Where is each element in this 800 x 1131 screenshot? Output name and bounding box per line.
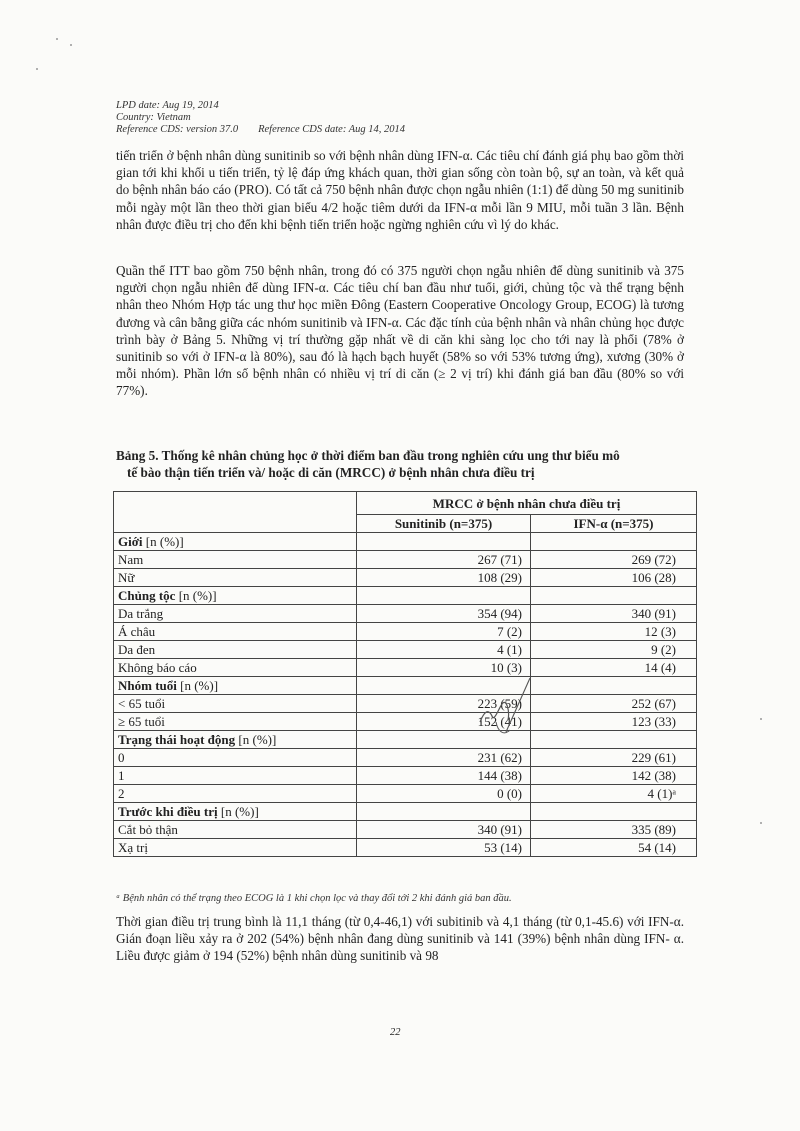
- section-title: Chủng tộc: [118, 588, 176, 603]
- ifn-value: 335 (89): [531, 821, 697, 839]
- row-label: ≥ 65 tuổi: [114, 713, 357, 731]
- ifn-value: 54 (14): [531, 839, 697, 857]
- empty-cell: [357, 803, 531, 821]
- scan-speck: [36, 68, 38, 70]
- row-label: Á châu: [114, 623, 357, 641]
- row-label: Xạ trị: [114, 839, 357, 857]
- section-title: Nhóm tuổi: [118, 678, 177, 693]
- row-label: 2: [114, 785, 357, 803]
- table-row: [114, 551, 697, 569]
- row-label: < 65 tuổi: [114, 695, 357, 713]
- ifn-value: 252 (67): [531, 695, 697, 713]
- table-row: [114, 713, 697, 731]
- paragraph-2: Quần thể ITT bao gồm 750 bệnh nhân, trong đó có 375 người chọn ngẫu nhiên để dùng sunitinib và 375 người chọn ngẫu nhiên để dùng IFN-α. Các tiêu chí ban đầu như tuổi, giới, chủng tộc và thể trạng bệnh nhân theo Nhóm Hợp tác ung thư học miền Đông (Eastern Cooperative Oncology Group, ECOG) là tương đương và cân bằng giữa các nhóm sunitinib và IFN-α. Các đặc tính của bệnh nhân và nhân chủng học được trình bày ở Bảng 5. Những vị trí thường gặp nhất về di căn khi sàng lọc cho tới nay là phổi (78% ở sunitinib so với ở IFN-α là 80%), sau đó là hạch bạch huyết (58% so với 53% tương ứng), xương (30% ở mỗi nhóm). Phần lớn số bệnh nhân có nhiều vị trí di căn (≥ 2 vị trí) khi đánh giá ban đầu (80% so với 77%).: [116, 263, 684, 399]
- row-label: Da trắng: [114, 605, 357, 623]
- table-corner-cell: [114, 492, 357, 533]
- ifn-value: 12 (3): [531, 623, 697, 641]
- row-label: Da đen: [114, 641, 357, 659]
- table-row: [114, 641, 697, 659]
- table-row: [114, 749, 697, 767]
- table-row: [114, 569, 697, 587]
- table-section-row: [114, 731, 697, 749]
- sunitinib-value: 144 (38): [357, 767, 531, 785]
- sunitinib-value: 152 (41): [357, 713, 531, 731]
- ifn-value: 340 (91): [531, 605, 697, 623]
- column-header-sunitinib: Sunitinib (n=375): [357, 515, 531, 533]
- empty-cell: [531, 533, 697, 551]
- table-row: [114, 695, 697, 713]
- row-label: Cắt bỏ thận: [114, 821, 357, 839]
- row-label: Không báo cáo: [114, 659, 357, 677]
- row-label: Nam: [114, 551, 357, 569]
- empty-cell: [531, 803, 697, 821]
- row-label: Nữ: [114, 569, 357, 587]
- sunitinib-value: 4 (1): [357, 641, 531, 659]
- table-caption: [116, 447, 694, 481]
- sunitinib-value: 10 (3): [357, 659, 531, 677]
- scan-speck: [760, 822, 762, 824]
- table-caption-line-2: tế bào thận tiến triển và/ hoặc di căn (MRCC) ở bệnh nhân chưa điều trị: [127, 465, 535, 480]
- reference-cds-date: Reference CDS date: Aug 14, 2014: [258, 124, 406, 135]
- sunitinib-value: 267 (71): [357, 551, 531, 569]
- column-header-ifn: IFN-α (n=375): [531, 515, 697, 533]
- table-row: [114, 785, 697, 803]
- row-label: 1: [114, 767, 357, 785]
- empty-cell: [531, 587, 697, 605]
- sunitinib-value: 231 (62): [357, 749, 531, 767]
- ifn-value: 229 (61): [531, 749, 697, 767]
- sunitinib-value: 0 (0): [357, 785, 531, 803]
- sunitinib-value: 340 (91): [357, 821, 531, 839]
- sunitinib-value: 223 (59): [357, 695, 531, 713]
- section-title: Trạng thái hoạt động: [118, 732, 236, 747]
- table-row: [114, 605, 697, 623]
- country: Country: Vietnam: [116, 112, 191, 123]
- ifn-value: 106 (28): [531, 569, 697, 587]
- scan-speck: [70, 44, 72, 46]
- table-section-row: [114, 587, 697, 605]
- table-header-row: [114, 492, 697, 515]
- section-unit: [n (%)]: [178, 588, 217, 603]
- section-unit: [n (%)]: [145, 534, 184, 549]
- sunitinib-value: 53 (14): [357, 839, 531, 857]
- document-header: [116, 100, 405, 136]
- lpd-date: LPD date: Aug 19, 2014: [116, 100, 219, 111]
- ifn-value: 142 (38): [531, 767, 697, 785]
- sunitinib-value: 108 (29): [357, 569, 531, 587]
- empty-cell: [357, 587, 531, 605]
- table-section-row: [114, 803, 697, 821]
- table-row: [114, 623, 697, 641]
- ifn-value: 4 (1)ᵃ: [531, 785, 697, 803]
- section-label: [114, 533, 357, 551]
- section-label: [114, 677, 357, 695]
- section-label: [114, 731, 357, 749]
- section-unit: [n (%)]: [180, 678, 219, 693]
- scan-speck: [760, 718, 762, 720]
- empty-cell: [531, 731, 697, 749]
- table-section-row: [114, 677, 697, 695]
- table-footnote: ᵃ Bệnh nhân có thể trạng theo ECOG là 1 khi chọn lọc và thay đổi tới 2 khi đánh giá ban đầu.: [116, 893, 512, 904]
- section-title: Trước khi điều trị: [118, 804, 218, 819]
- empty-cell: [357, 533, 531, 551]
- table-row: [114, 839, 697, 857]
- section-unit: [n (%)]: [220, 804, 259, 819]
- paragraph-3: Thời gian điều trị trung bình là 11,1 tháng (từ 0,4-46,1) với subitinib và 4,1 tháng (từ 0,1-45.6) với IFN-α. Gián đoạn liều xảy ra ở 202 (54%) bệnh nhân đang dùng sunitinib và 141 (39%) bệnh nhân dùng IFN- α. Liều được giảm ở 194 (52%) bệnh nhân dùng sunitinib và 98: [116, 914, 684, 964]
- section-label: [114, 803, 357, 821]
- demographics-table: [113, 491, 697, 857]
- ifn-value: 14 (4): [531, 659, 697, 677]
- row-label: 0: [114, 749, 357, 767]
- sunitinib-value: 7 (2): [357, 623, 531, 641]
- section-unit: [n (%)]: [238, 732, 277, 747]
- section-label: [114, 587, 357, 605]
- ifn-value: 123 (33): [531, 713, 697, 731]
- section-title: Giới: [118, 534, 143, 549]
- table-row: [114, 821, 697, 839]
- sunitinib-value: 354 (94): [357, 605, 531, 623]
- ifn-value: 9 (2): [531, 641, 697, 659]
- group-header: MRCC ở bệnh nhân chưa điều trị: [357, 492, 697, 515]
- table-row: [114, 659, 697, 677]
- table-caption-line-1: Bảng 5. Thống kê nhân chủng học ở thời điểm ban đầu trong nghiên cứu ung thư biểu mô: [116, 448, 620, 463]
- table-row: [114, 767, 697, 785]
- empty-cell: [531, 677, 697, 695]
- table-section-row: [114, 533, 697, 551]
- page-number: 22: [390, 1027, 401, 1038]
- reference-cds-version: Reference CDS: version 37.0: [116, 124, 239, 135]
- ifn-value: 269 (72): [531, 551, 697, 569]
- paragraph-1: tiến triển ở bệnh nhân dùng sunitinib so với bệnh nhân dùng IFN-α. Các tiêu chí đánh giá phụ bao gồm thời gian tới khi khối u tiến triển, tỷ lệ đáp ứng khách quan, thời gian sống còn toàn bộ, sự an toàn, và kết quả do bệnh nhân báo cáo (PRO). Có tất cả 750 bệnh nhân được chọn ngẫu nhiên (1:1) để dùng 50 mg sunitinib mỗi ngày một lần theo thời gian biểu 4/2 hoặc tiêm dưới da IFN-α mỗi lần 9 MIU, mỗi tuần 3 lần. Bệnh nhân được điều trị cho đến khi bệnh tiến triển hoặc ngừng nghiên cứu vì lý do khác.: [116, 148, 684, 232]
- handwritten-annotation: [470, 660, 540, 740]
- scan-speck: [56, 38, 58, 40]
